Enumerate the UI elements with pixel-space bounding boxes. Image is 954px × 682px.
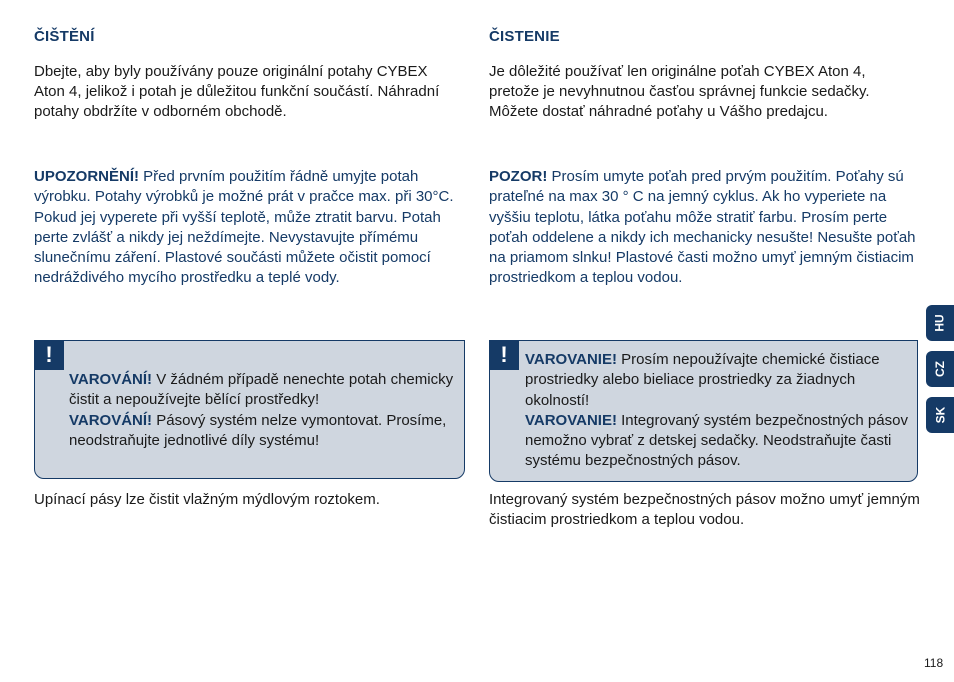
language-tab-label: CZ <box>933 361 947 377</box>
language-tab-sk[interactable] <box>926 397 954 433</box>
language-tab-label: HU <box>933 314 947 332</box>
intro-paragraph: Dbejte, aby byly používány pouze originální potahy CYBEX Aton 4, jelikož i potah je důležitou funkční součástí. Náhradní potahy obdržíte v odborném obchodě. <box>34 63 440 120</box>
intro-paragraph: Je dôležité používať len originálne poťah CYBEX Aton 4, pretože je nevyhnutnou časťou správnej funkcie sedačky. Môžete dostať náhradné poťahy u Vášho predajcu. <box>489 63 870 120</box>
warning-message: Pásový systém nelze vymontovat. Prosíme, neodstraňujte jednotlivé díly systému! <box>69 411 447 449</box>
warning-message: Prosím nepoužívajte chemické čistiace prostriedky alebo bieliace prostriedky za žiadnych okolností! <box>525 351 880 409</box>
warning-box <box>34 340 465 479</box>
footer-paragraph: Integrovaný systém bezpečnostných pásov možno umyť jemným čistiacim prostriedkom a teplou vodou. <box>489 491 920 529</box>
language-tab-label: SK <box>932 406 947 424</box>
warning-text <box>525 350 917 472</box>
warning-label: VAROVANIE! <box>525 411 617 429</box>
warning-label: VAROVANIE! <box>525 351 617 368</box>
section-heading: ČISTENIE <box>489 28 560 45</box>
exclamation-icon: ! <box>34 340 64 370</box>
warning-label: VAROVÁNÍ! <box>69 371 153 388</box>
notice-text: Před prvním použitím řádně umyjte potah výrobku. Potahy výrobků je možné prát v pračce max. při 30°C. Pokud jej vyperete při vyšší teplotě, může ztratit barvu. Potah perte zvlášť a nikdy jej neždímejte. Nevystavujte přímému slunečnímu záření. Plastové součásti můžete očistit pomocí nedráždivého mycího prostředku a teplé vody. <box>34 168 454 287</box>
warning-label: VAROVÁNÍ! <box>69 411 153 429</box>
warning-message: Integrovaný systém bezpečnostných pásov nemožno vybrať z detskej sedačky. Neodstraňujte časti systému bezpečnostných pásov. <box>525 411 908 470</box>
language-tab-hu[interactable] <box>926 305 954 341</box>
warning-box <box>489 340 918 482</box>
page-number: 118 <box>924 656 944 670</box>
notice-paragraph <box>489 167 917 289</box>
notice-paragraph <box>34 167 462 289</box>
footer-paragraph: Upínací pásy lze čistit vlažným mýdlovým roztokem. <box>34 491 380 508</box>
notice-label: UPOZORNĚNÍ! <box>34 168 139 185</box>
section-heading: ČIŠTĚNÍ <box>34 28 95 45</box>
language-tab-cz[interactable] <box>926 351 954 387</box>
warning-text <box>69 370 461 451</box>
exclamation-icon: ! <box>489 340 519 370</box>
notice-text: Prosím umyte poťah pred prvým použitím. Poťahy sú prateľné na max 30 ° C na jemný cyklus. Ak ho vyperiete na vyššiu teplotu, látka poťahu môže stratiť farbu. Prosím perte poťah oddelene a nikdy ich mechanicky nesušte! Nesušte poťah na priamom slnku! Plastové časti možno umyť jemným čistiacim prostriedkom a teplou vodou. <box>489 168 916 287</box>
warning-message: V žádném případě nenechte potah chemicky čistit a nepoužívejte bělící prostředky! <box>69 371 454 409</box>
notice-label: POZOR! <box>489 168 548 185</box>
